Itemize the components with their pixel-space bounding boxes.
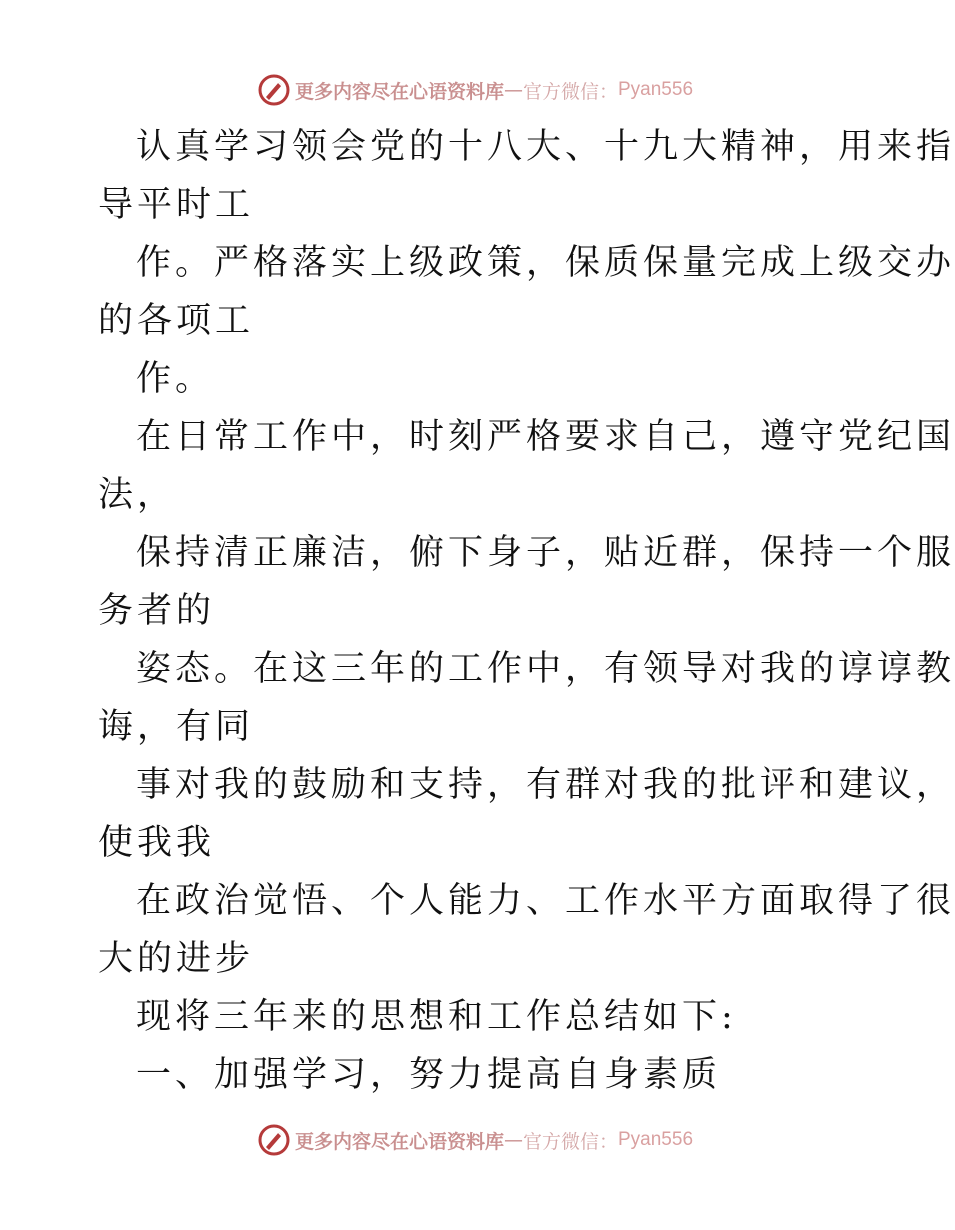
text-line: 现将三年来的思想和工作总结如下: [136, 997, 737, 1037]
text-line: 导平时工 [98, 185, 255, 225]
text-line: 姿态。在这三年的工作中，有领导对我的谆谆教 [136, 649, 955, 689]
watermark-main-text: 更多内容尽在心语资料库 [294, 1130, 504, 1153]
logo-icon [257, 73, 291, 107]
text-line: 作。 [136, 359, 215, 399]
text-line: 保持清正廉洁，俯下身子，贴近群，保持一个服 [136, 533, 955, 573]
text-line: 一、加强学习，努力提高自身素质 [136, 1055, 722, 1095]
text-line: 使我我 [98, 823, 216, 863]
watermark-separator: — [503, 1129, 523, 1151]
document-body [98, 118, 955, 1104]
text-line: 大的进步 [98, 939, 255, 979]
text-line: 务者的 [98, 591, 216, 631]
watermark-separator: — [503, 79, 523, 101]
watermark-wechat-id: Pyan556 [618, 1129, 694, 1150]
text-line: 认真学习领会党的十八大、十九大精神，用来指 [136, 127, 955, 167]
watermark-main-text: 更多内容尽在心语资料库 [294, 80, 504, 103]
text-line: 作。严格落实上级政策，保质保量完成上级交办 [136, 243, 955, 283]
logo-icon [257, 1123, 291, 1157]
text-line: 诲，有同 [98, 707, 255, 747]
text-line: 事对我的鼓励和支持，有群对我的批评和建议， [136, 765, 955, 805]
footer-watermark [0, 1120, 950, 1160]
watermark-official-label: 官方微信： [522, 1130, 618, 1153]
watermark-official-label: 官方微信： [522, 80, 618, 103]
text-line: 法， [98, 475, 177, 515]
header-watermark [0, 70, 950, 110]
text-line: 的各项工 [98, 301, 255, 341]
text-line: 在政治觉悟、个人能力、工作水平方面取得了很 [136, 881, 955, 921]
watermark-wechat-id: Pyan556 [618, 79, 694, 100]
text-line: 在日常工作中，时刻严格要求自己，遵守党纪国 [136, 417, 955, 457]
